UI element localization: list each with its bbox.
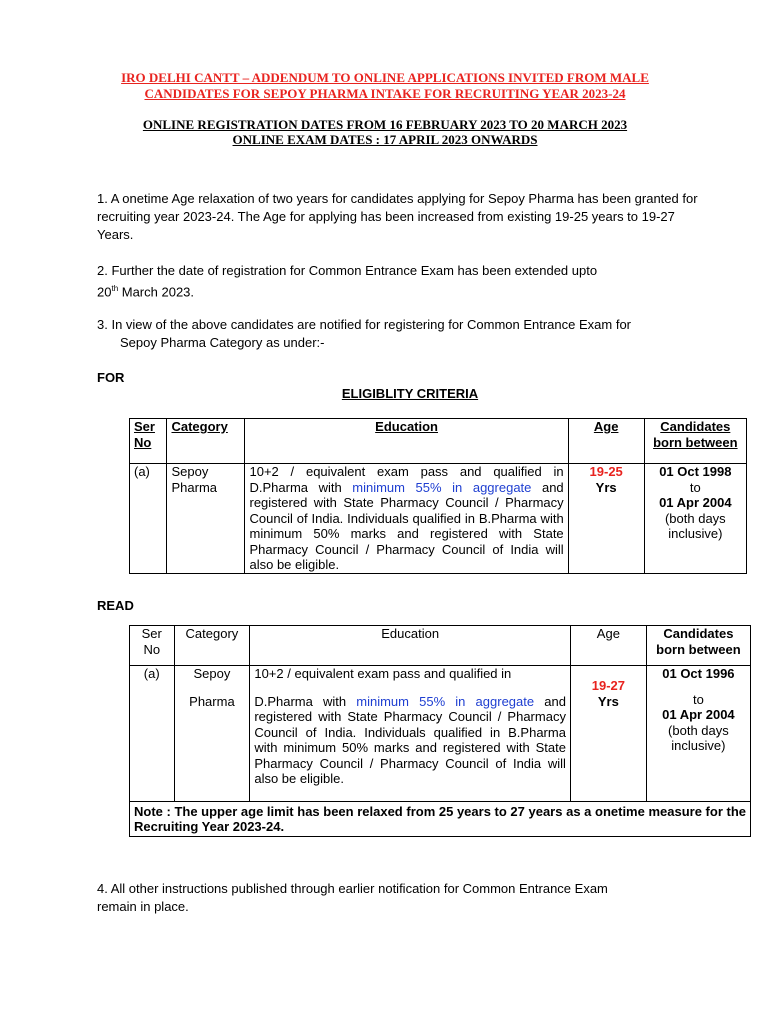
row-ser: (a) bbox=[130, 464, 167, 574]
read-label: READ bbox=[97, 598, 134, 613]
row-ser: (a) bbox=[130, 666, 175, 802]
eligibility-table-for bbox=[129, 418, 747, 574]
paragraph-2 bbox=[97, 262, 707, 301]
row-born-between: 01 Oct 1996 to 01 Apr 2004 (both days inclusive) bbox=[646, 666, 750, 802]
for-label: FOR bbox=[97, 370, 125, 385]
row-born-between: 01 Oct 1998 to 01 Apr 2004 (both days inclusive) bbox=[644, 464, 746, 574]
header-age: Age bbox=[568, 419, 644, 464]
header-red-line-2: CANDIDATES FOR SEPOY PHARMA INTAKE FOR RECRUITING YEAR 2023-24 bbox=[144, 86, 626, 101]
row-education: 10+2 / equivalent exam pass and qualified in D.Pharma with minimum 55% in aggregate and registered with State Pharmacy Council / Pharmacy Council of India. Individuals qualified in B.Pharma with minimum 50% marks and registered with State Pharmacy Council / Pharmacy Council of India will also be eligible. bbox=[250, 666, 571, 802]
header-education: Education bbox=[245, 419, 568, 464]
exam-dates: ONLINE EXAM DATES : 17 APRIL 2023 ONWARDS bbox=[232, 132, 538, 147]
aggregate-highlight: minimum 55% in aggregate bbox=[352, 479, 532, 495]
row-age: 19-27 Yrs bbox=[570, 666, 646, 802]
row-category: Sepoy Pharma bbox=[167, 464, 245, 574]
paragraph-4-line-1: 4. All other instructions published through earlier notification for Common Entrance Exam bbox=[97, 881, 608, 896]
header-age: Age bbox=[570, 626, 646, 666]
eligibility-title: ELIGIBLITY CRITERIA bbox=[341, 386, 479, 401]
paragraph-2-line-2: 20th March 2023. bbox=[97, 284, 195, 300]
paragraph-2-line-1: 2. Further the date of registration for Common Entrance Exam has been extended upto bbox=[97, 263, 598, 278]
header-dates bbox=[0, 117, 770, 147]
note-row: Note : The upper age limit has been relaxed from 25 years to 27 years as a onetime measure for the Recruiting Year 2023-24. bbox=[130, 802, 751, 837]
paragraph-4-line-2: remain in place. bbox=[97, 899, 189, 914]
header-candidates: Candidates born between bbox=[644, 419, 746, 464]
header-red-line-1: IRO DELHI CANTT – ADDENDUM TO ONLINE APPLICATIONS INVITED FROM MALE bbox=[121, 70, 649, 85]
row-age: 19-25 Yrs bbox=[568, 464, 644, 574]
paragraph-3 bbox=[97, 316, 707, 352]
header-red bbox=[0, 70, 770, 102]
registration-dates: ONLINE REGISTRATION DATES FROM 16 FEBRUARY 2023 TO 20 MARCH 2023 bbox=[142, 117, 628, 132]
header-education: Education bbox=[250, 626, 571, 666]
paragraph-1: 1. A onetime Age relaxation of two years for candidates applying for Sepoy Pharma has been granted for recruiting year 2023-24. The Age for applying has been increased from existing 19-25 years to 19-27 Years. bbox=[97, 191, 698, 242]
header-category: Category bbox=[167, 419, 245, 464]
header-category: Category bbox=[174, 626, 250, 666]
row-education: 10+2 / equivalent exam pass and qualified in D.Pharma with minimum 55% in aggregate and registered with State Pharmacy Council / Pharmacy Council of India. Individuals qualified in B.Pharma with minimum 50% marks and registered with State Pharmacy Council / Pharmacy Council of India will also be eligible. bbox=[245, 464, 568, 574]
header-ser-no: Ser No bbox=[130, 419, 167, 464]
row-category: Sepoy Pharma bbox=[174, 666, 250, 802]
header-candidates: Candidates born between bbox=[646, 626, 750, 666]
aggregate-highlight: minimum 55% in aggregate bbox=[356, 693, 535, 709]
eligibility-table-read bbox=[129, 625, 751, 837]
paragraph-3-line-1: 3. In view of the above candidates are notified for registering for Common Entrance Exam for bbox=[97, 317, 631, 332]
paragraph-4 bbox=[97, 880, 707, 916]
header-ser-no: Ser No bbox=[130, 626, 175, 666]
paragraph-3-line-2: Sepoy Pharma Category as under:- bbox=[120, 335, 325, 350]
